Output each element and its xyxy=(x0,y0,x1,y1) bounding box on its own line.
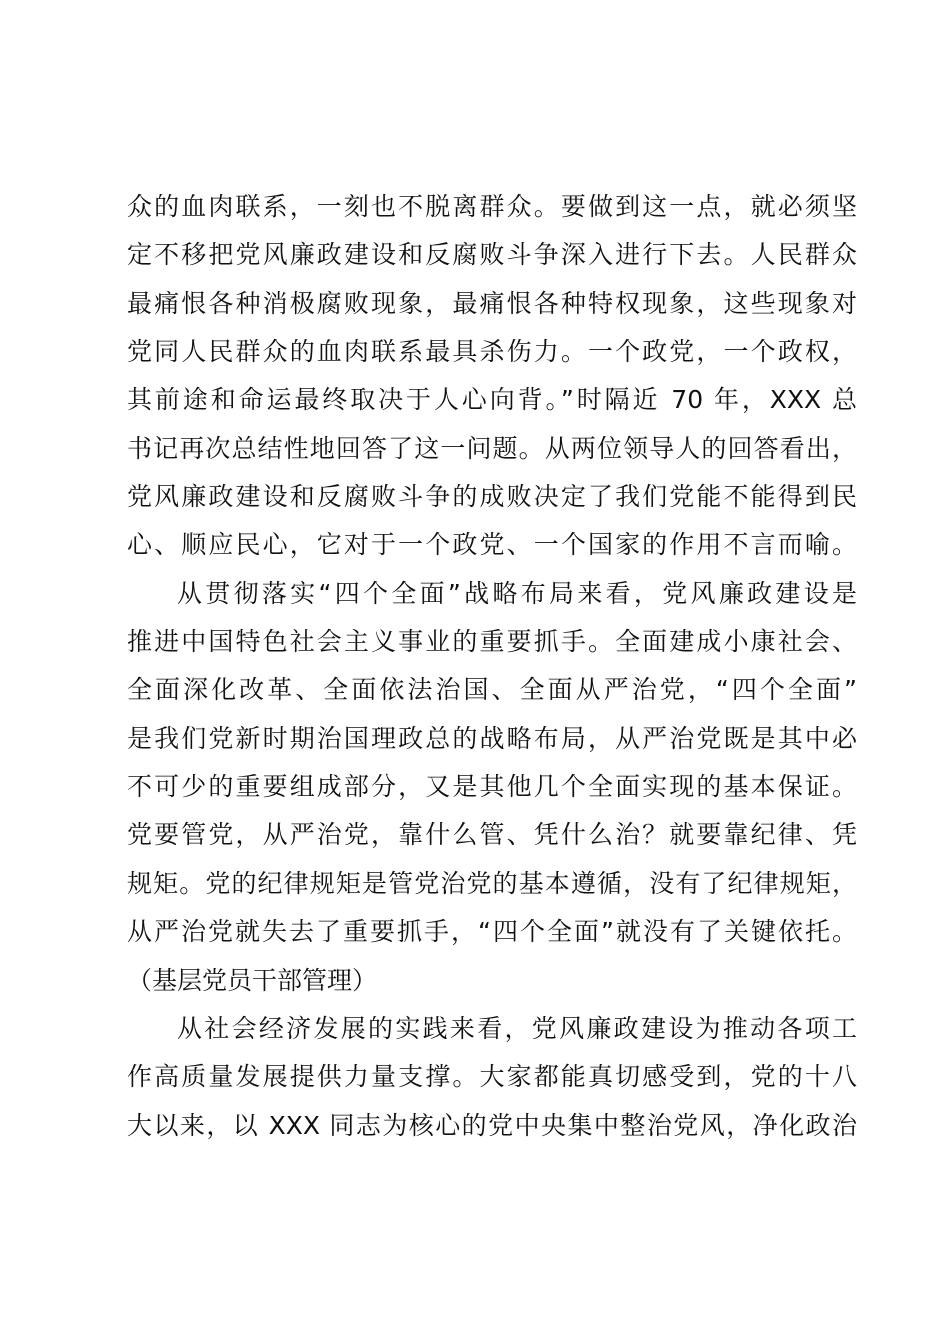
text-line: 是我们党新时期治国理政总的战略布局，从严治党既是其中必 xyxy=(127,723,857,753)
text-line: 推进中国特色社会主义事业的重要抓手。全面建成小康社会、 xyxy=(127,627,857,657)
text-line: 心、顺应民心，它对于一个政党、一个国家的作用不言而喻。 xyxy=(127,530,857,560)
paragraph-first-line: 从贯彻落实“四个全面”战略布局来看，党风廉政建设是 xyxy=(177,578,857,608)
text-line: 党要管党，从严治党，靠什么管、凭什么治？就要靠纪律、凭 xyxy=(127,820,857,850)
text-line: 定不移把党风廉政建设和反腐败斗争深入进行下去。人民群众 xyxy=(127,240,857,270)
text-line: 党风廉政建设和反腐败斗争的成败决定了我们党能不能得到民 xyxy=(127,482,857,512)
text-line: 书记再次总结性地回答了这一问题。从两位领导人的回答看出， xyxy=(127,433,857,463)
text-line: 不可少的重要组成部分，又是其他几个全面实现的基本保证。 xyxy=(127,772,857,802)
text-line: 作高质量发展提供力量支撑。大家都能真切感受到，党的十八 xyxy=(127,1062,857,1092)
paragraph-first-line: 从社会经济发展的实践来看，党风廉政建设为推动各项工 xyxy=(177,1013,857,1043)
text-line: 党同人民群众的血肉联系最具杀伤力。一个政党，一个政权， xyxy=(127,337,857,367)
text-line: 其前途和命运最终取决于人心向背。”时隔近 70 年，XXX 总 xyxy=(127,385,857,415)
text-line: 众的血肉联系，一刻也不脱离群众。要做到这一点，就必须坚 xyxy=(127,192,857,221)
text-line: 规矩。党的纪律规矩是管党治党的基本遵循，没有了纪律规矩， xyxy=(127,868,857,898)
document-body xyxy=(127,183,857,1150)
text-line: 全面深化改革、全面依法治国、全面从严治党，“四个全面” xyxy=(127,675,857,705)
text-line: 大以来，以 XXX 同志为核心的党中央集中整治党风，净化政治 xyxy=(127,1110,857,1140)
text-line: 从严治党就失去了重要抓手，“四个全面”就没有了关键依托。 xyxy=(127,917,857,947)
text-line: （基层党员干部管理） xyxy=(127,965,378,995)
text-line: 最痛恨各种消极腐败现象，最痛恨各种特权现象，这些现象对 xyxy=(127,288,857,318)
